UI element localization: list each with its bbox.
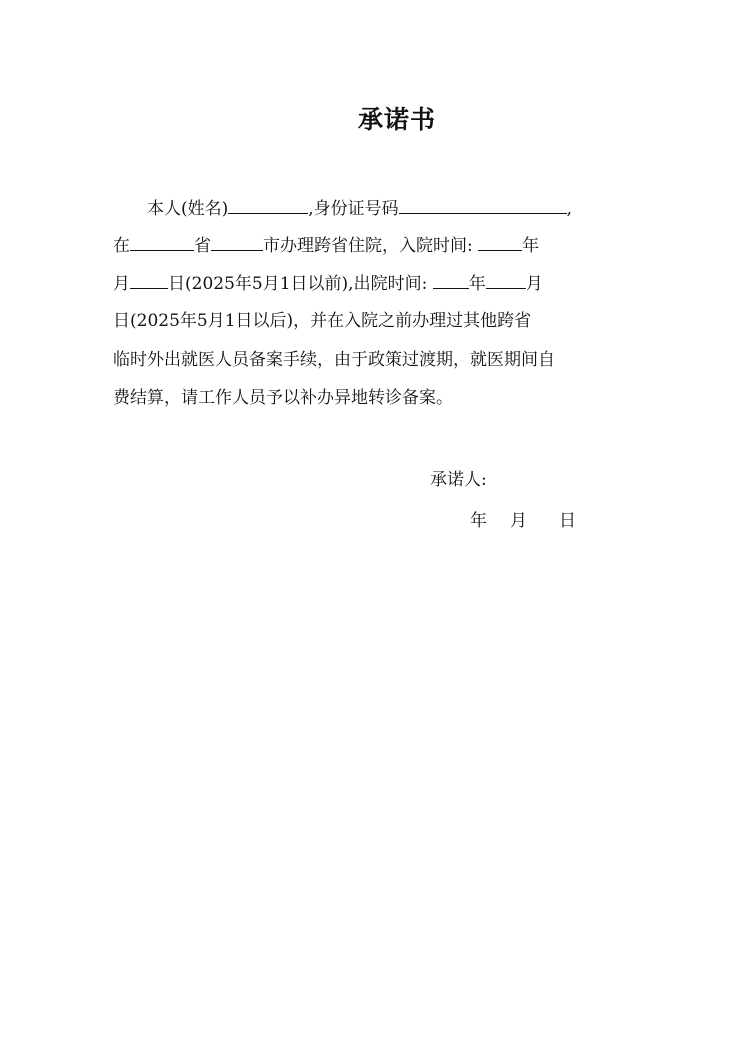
admission-label: 市办理跨省住院，入院时间:: [263, 236, 473, 256]
id-number-blank: [399, 195, 567, 214]
signature-label: 承诺人:: [430, 470, 487, 490]
admission-year-blank: [478, 232, 522, 251]
date-year: 年: [470, 511, 487, 531]
paragraph-line-2: [113, 232, 539, 258]
id-label: ,身份证号码: [308, 199, 399, 219]
paragraph-line-1: [113, 195, 572, 221]
month-label: 月: [113, 274, 130, 294]
year-label-2: 年: [468, 274, 486, 294]
at-label: 在: [113, 236, 130, 256]
date-month: 月: [510, 511, 527, 531]
paragraph-line-4: 日(2025年5月1日以后)，并在入院之前办理过其他跨省: [113, 311, 532, 331]
name-label: 本人(姓名): [147, 199, 229, 219]
signature-date: [470, 506, 576, 531]
date-day: 日: [559, 511, 576, 531]
discharge-year-blank: [433, 270, 469, 289]
page-title: 承诺书: [357, 105, 436, 134]
comma: ,: [566, 199, 573, 219]
admission-day-blank: [130, 270, 168, 289]
province-blank: [130, 232, 194, 251]
year-label: 年: [522, 236, 540, 256]
paragraph-line-3: [113, 270, 543, 296]
name-blank: [228, 195, 308, 214]
discharge-month-blank: [486, 270, 526, 289]
month-label-2: 月: [525, 274, 543, 294]
paragraph-line-6: 费结算，请工作人员予以补办异地转诊备案。: [113, 388, 453, 408]
paragraph-line-5: 临时外出就医人员备案手续，由于政策过渡期，就医期间自: [113, 350, 555, 370]
discharge-label: 日(2025年5月1日以前),出院时间:: [168, 274, 428, 294]
province-label: 省: [194, 236, 211, 256]
city-blank: [211, 232, 263, 251]
